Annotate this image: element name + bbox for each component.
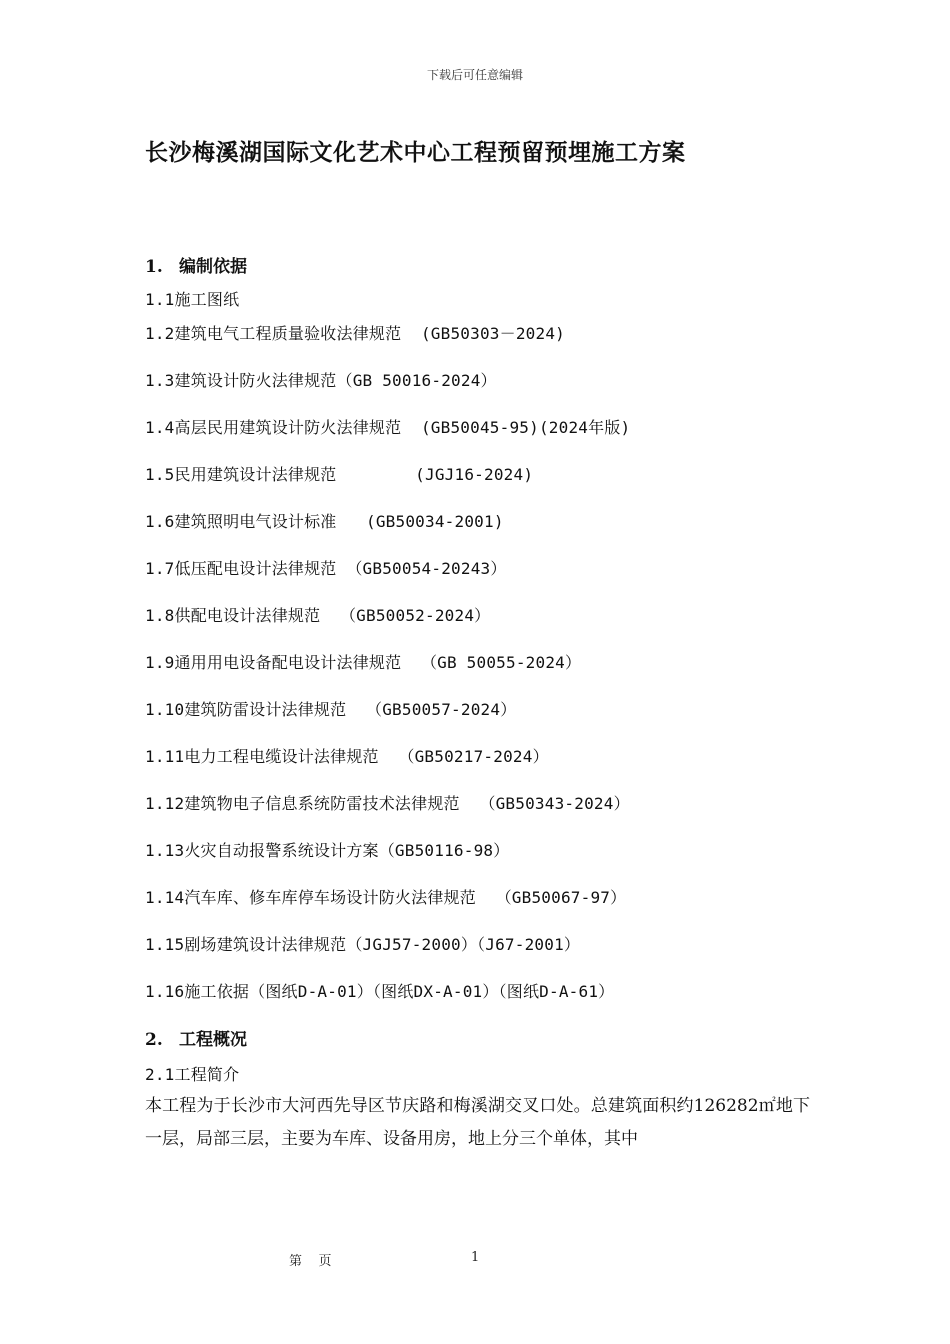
page-header: 下载后可任意编辑 xyxy=(426,68,523,82)
reference-item: 1.7低压配电设计法律规范 （GB50054-20243） xyxy=(145,559,507,578)
page-number: 1 xyxy=(471,1250,480,1265)
section-label: 编制依据 xyxy=(179,257,247,277)
section-number: 2. xyxy=(145,1030,163,1050)
reference-item: 1.6建筑照明电气设计标准 (GB50034-2001) xyxy=(145,512,504,531)
reference-item: 1.12建筑物电子信息系统防雷技术法律规范 （GB50343-2024） xyxy=(145,794,630,813)
body-paragraph: 本工程为于长沙市大河西先导区节庆路和梅溪湖交叉口处。总建筑面积约126282㎡地下一层，局部三层，主要为车库、设备用房，地上分三个单体，其中 xyxy=(145,1096,810,1149)
reference-item: 1.3建筑设计防火法律规范（GB 50016-2024） xyxy=(145,371,497,390)
page-label: 第 页 xyxy=(289,1254,332,1269)
section-number: 1. xyxy=(145,257,163,277)
reference-item: 1.10建筑防雷设计法律规范 （GB50057-2024） xyxy=(145,700,517,719)
reference-item: 1.4高层民用建筑设计防火法律规范 (GB50045-95)(2024年版) xyxy=(145,418,631,437)
reference-item: 1.11电力工程电缆设计法律规范 （GB50217-2024） xyxy=(145,747,549,766)
reference-item: 1.16施工依据（图纸D-A-01）（图纸DX-A-01）（图纸D-A-61） xyxy=(145,982,615,1001)
section-heading-1 xyxy=(145,252,247,277)
reference-item: 1.8供配电设计法律规范 （GB50052-2024） xyxy=(145,606,491,625)
reference-item: 1.9通用用电设备配电设计法律规范 （GB 50055-2024） xyxy=(145,653,582,672)
subsection-heading: 2.1工程简介 xyxy=(145,1065,240,1084)
section-label: 工程概况 xyxy=(179,1030,247,1050)
document-title: 长沙梅溪湖国际文化艺术中心工程预留预埋施工方案 xyxy=(145,139,686,166)
reference-item: 1.5民用建筑设计法律规范 (JGJ16-2024) xyxy=(145,465,534,484)
reference-item: 1.1施工图纸 xyxy=(145,290,240,309)
section-heading-2 xyxy=(145,1025,247,1050)
reference-item: 1.14汽车库、修车库停车场设计防火法律规范 （GB50067-97） xyxy=(145,888,627,907)
reference-item: 1.15剧场建筑设计法律规范（JGJ57-2000）（J67-2001） xyxy=(145,935,581,954)
reference-item: 1.2建筑电气工程质量验收法律规范 (GB50303－2024) xyxy=(145,324,565,343)
reference-item: 1.13火灾自动报警系统设计方案（GB50116-98） xyxy=(145,841,510,860)
